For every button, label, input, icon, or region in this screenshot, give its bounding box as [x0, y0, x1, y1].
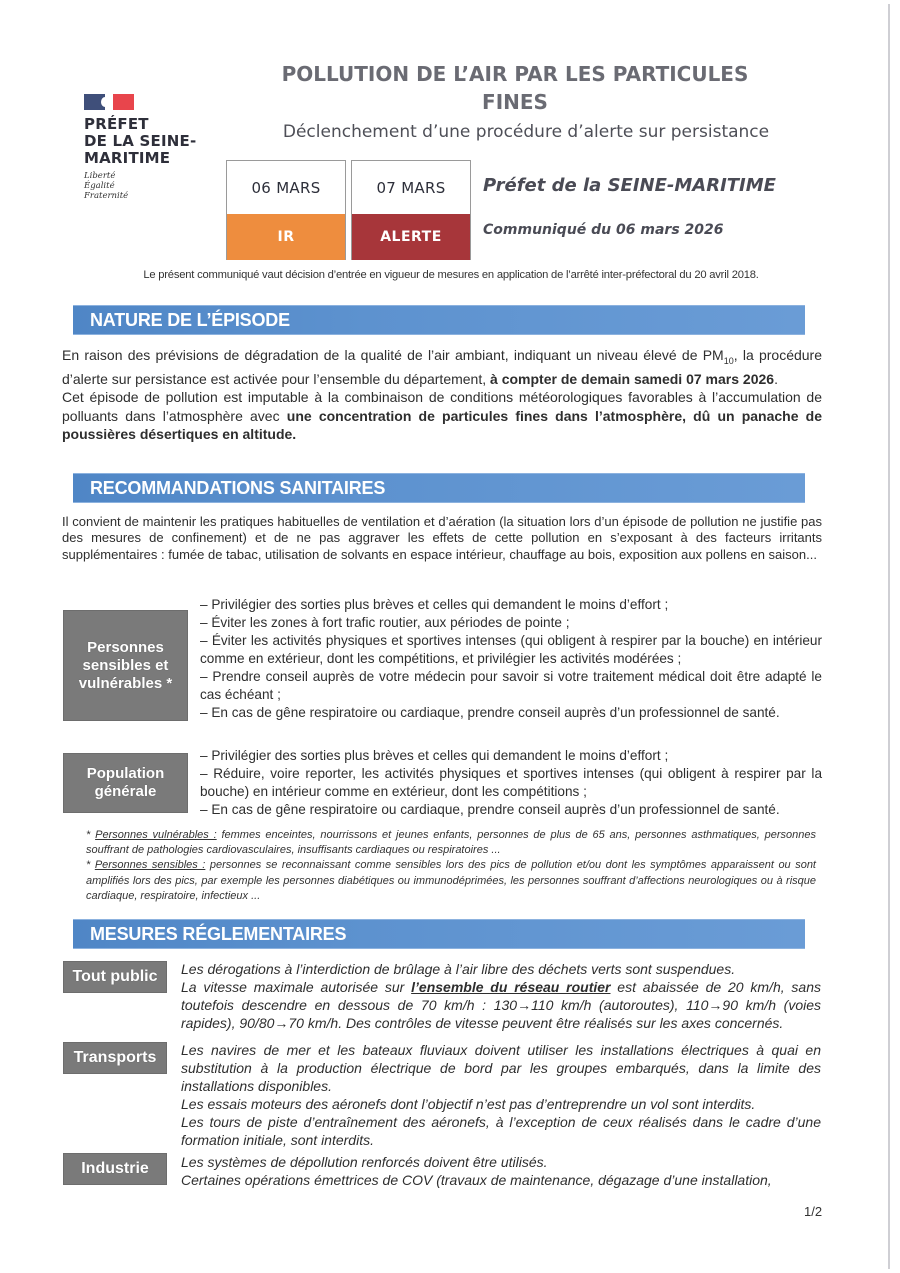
page-edge-rule: [888, 4, 890, 1269]
measure-label-transports: Transports: [63, 1042, 167, 1074]
day-status-box: [351, 160, 471, 260]
prefet-label: Préfet de la SEINE-MARITIME: [483, 175, 776, 196]
footnotes: [64, 828, 816, 904]
section-header-recommandations: RECOMMANDATIONS SANITAIRES: [73, 473, 805, 503]
footnote: * Personnes sensibles : personnes se reconnaissant comme sensibles lors des pics de pollution et/ou dont les symptômes apparaissent ou sont amplifiés lors des pics, par exemple les personnes diabétiques ou immunodéprimées, les personnes souffrant d’affections neurologiques ou à risque cardiaque, respiratoire, infectieux ...: [86, 859, 816, 902]
page-subtitle: Déclenchement d’une procédure d’alerte sur persistance: [282, 122, 770, 142]
prefecture-logo: [84, 94, 224, 201]
list-item: – Prendre conseil auprès de votre médecin pour savoir si votre traitement médical doit être adapté le cas échéant ;: [200, 669, 822, 702]
list-item: – Privilégier des sorties plus brèves et celles qui demandent le moins d’effort ;: [200, 597, 669, 612]
list-item: – Réduire, voire reporter, les activités physiques et sportives intenses (qui obligent à respirer par la bouche) en intérieur comme en extérieur, dont les compétitions ;: [200, 766, 822, 799]
marianne-flag-icon: [84, 94, 134, 110]
measure-label-tout-public: Tout public: [63, 961, 167, 993]
page-title: POLLUTION DE L’AIR PAR LES PARTICULES FINES: [281, 62, 749, 114]
list-item: – Privilégier des sorties plus brèves et celles qui demandent le moins d’effort ;: [200, 748, 669, 763]
day-level-badge: IR: [227, 214, 345, 260]
recommandations-intro: Il convient de maintenir les pratiques habituelles de ventilation et d’aération (la situation lors d’un épisode de pollution ne justifie pas des mesures de confinement) et de ne pas aggraver les effets de cette pollution en s’exposant à des facteurs irritants supplémentaires : fumée de tabac, utilisation de solvants en espace intérieur, chauffage au bois, exposition aux pollens en saison...: [62, 514, 822, 562]
list-item: – En cas de gêne respiratoire ou cardiaque, prendre conseil auprès d’un professionnel de santé.: [200, 705, 780, 720]
nature-paragraph: En raison des prévisions de dégradation de la qualité de l’air ambiant, indiquant un niveau élevé de $PM_{10}$, la procédure d’alerte sur persistance est activée pour l’ensemble du département, à compter de demain samedi 07 mars 2026. Cet épisode de pollution est imputable à la combinaison de conditions météorologiques favorables à l’accumulation de polluants dans l’atmosphère avec une concentration de particules fines dans l’atmosphère, dû un panache de poussières désertiques en altitude.: [62, 347, 822, 442]
day-date: 07 MARS: [376, 178, 446, 197]
logo-motto: Liberté Égalité Fraternité: [84, 171, 129, 201]
list-item: – En cas de gêne respiratoire ou cardiaque, prendre conseil auprès d’un professionnel de santé.: [200, 802, 780, 817]
bullet-list-sensibles: [200, 596, 822, 722]
list-item: – Éviter les zones à fort trafic routier, aux périodes de pointe ;: [200, 615, 570, 630]
logo-name: PRÉFET DE LA SEINE- MARITIME: [84, 115, 197, 167]
group-label-population: Population générale: [63, 753, 188, 813]
section-header-mesures: MESURES RÉGLEMENTAIRES: [73, 919, 805, 949]
communique-date: Communiqué du 06 mars 2026: [483, 222, 724, 238]
footnote: * Personnes vulnérables : femmes enceintes, nourrissons et jeunes enfants, personnes de plus de 65 ans, personnes asthmatiques, personnes souffrant de pathologies cardiovasculaires, insuffisants cardiaques ou respiratoires ...: [86, 829, 817, 857]
measure-text-tout-public: Les dérogations à l’interdiction de brûlage à l’air libre des déchets verts sont suspendues. La vitesse maximale autorisée sur l’ensemble du réseau routier est abaissée de 20 km/h, sans toutefois descendre en dessous de 70 km/h : 130→110 km/h (autoroutes), 110→90 km/h (voies rapides), 90/80→70 km/h. Des contrôles de vitesse peuvent être réalisés sur les axes concernés.: [181, 961, 821, 1031]
bullet-list-population: [200, 747, 822, 819]
list-item: – Éviter les activités physiques et sportives intenses (qui obligent à respirer par la bouche) en intérieur comme en extérieur, dont les compétitions, et privilégier les activités modérées ;: [200, 633, 822, 666]
measure-text-transports: Les navires de mer et les bateaux fluviaux doivent utiliser les installations électriques à quai en substitution à la production électrique de bord par les groupes embarqués, dans la limite des installations disponibles. Les essais moteurs des aéronefs dont l’objectif n’est pas d’entreprendre un vol sont interdits. Les tours de piste d’entraînement des aéronefs, à l’exception de ceux réalisés dans le cadre d’une formation initiale, sont interdits.: [181, 1042, 821, 1148]
day-level-badge: ALERTE: [352, 214, 470, 260]
measure-label-industrie: Industrie: [63, 1153, 167, 1185]
day-status-box: [226, 160, 346, 260]
day-date: 06 MARS: [251, 178, 321, 197]
decision-notice: Le présent communiqué vaut décision d’entrée en vigueur de mesures en application de l’arrêté inter-préfectoral du 20 avril 2018.: [143, 269, 759, 281]
group-label-sensibles: Personnes sensibles et vulnérables *: [63, 610, 188, 721]
page-number: 1/2: [804, 1204, 823, 1219]
measure-text-industrie: Les systèmes de dépollution renforcés doivent être utilisés. Certaines opérations émettrices de COV (travaux de maintenance, dégazage d’une installation,: [181, 1154, 772, 1188]
section-header-nature: NATURE DE L’ÉPISODE: [73, 305, 805, 335]
